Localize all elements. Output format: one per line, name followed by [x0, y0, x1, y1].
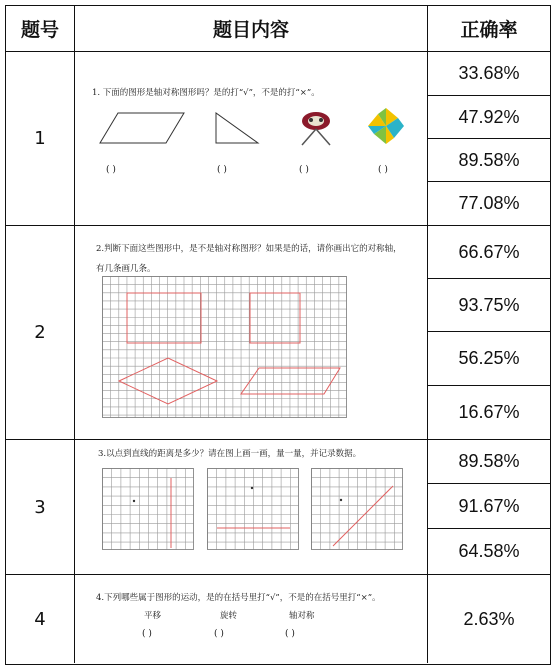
- rate-value: 64.58%: [458, 541, 520, 561]
- bird-figure: [302, 112, 330, 145]
- rate-value: 77.08%: [458, 193, 520, 213]
- point-dot: [251, 487, 253, 489]
- answer-parens[interactable]: ( ): [299, 165, 309, 175]
- header-content: 题目内容: [212, 19, 289, 41]
- data-table: [5, 5, 551, 665]
- row-number: 2: [34, 322, 46, 343]
- answer-parens[interactable]: ( ): [378, 165, 388, 175]
- rate-value: 33.68%: [458, 63, 520, 83]
- answer-parens[interactable]: ( ): [214, 629, 224, 639]
- question-1-figures: [76, 101, 426, 161]
- rate-value: 93.75%: [458, 294, 520, 315]
- question-text: 1. 下面的图形是轴对称图形吗？是的打“√”，不是的打“×”。: [92, 88, 320, 98]
- question-text: 有几条画几条。: [96, 264, 156, 274]
- option-label: 平移: [144, 611, 162, 621]
- rate-value: 2.63%: [463, 608, 515, 629]
- rate-value: 91.67%: [458, 495, 520, 516]
- grid-lines: [103, 469, 194, 550]
- question-text: 3.以点到直线的距离是多少？请在图上画一画，量一量，并记录数据。: [98, 449, 362, 459]
- row-number: 3: [34, 496, 46, 518]
- question-3-grid-c: [311, 468, 403, 550]
- rate-value: 66.67%: [458, 241, 520, 262]
- rate-value: 89.58%: [458, 149, 520, 170]
- option-label: 轴对称: [289, 611, 315, 621]
- answer-parens[interactable]: ( ): [217, 165, 227, 175]
- rate-value: 56.25%: [458, 348, 520, 368]
- triangle-figure: [216, 113, 258, 143]
- rate-value: 89.58%: [458, 451, 520, 471]
- pinwheel-figure: [368, 108, 404, 144]
- answer-parens[interactable]: ( ): [106, 165, 116, 175]
- diagonal-line: [333, 486, 393, 546]
- question-3-grid-b: [207, 468, 299, 550]
- question-2-grid: [102, 276, 347, 418]
- question-text: 4.下列哪些属于图形的运动，是的在括号里打“√”，不是的在括号里打“×”。: [96, 593, 381, 603]
- question-3-grid-a: [102, 468, 194, 550]
- rectangle-shape: [127, 293, 201, 343]
- grid-lines: [312, 469, 403, 550]
- rhombus-shape: [119, 358, 217, 404]
- row-number: 1: [34, 128, 46, 149]
- grid-lines: [208, 469, 299, 550]
- header-rate: 正确率: [460, 19, 518, 41]
- parallelogram-shape: [241, 368, 340, 394]
- parallelogram-figure: [100, 113, 184, 143]
- grid-lines: [103, 277, 347, 418]
- answer-parens[interactable]: ( ): [285, 629, 295, 639]
- rate-value: 47.92%: [458, 106, 520, 127]
- question-text: 2.判断下面这些图形中，是不是轴对称图形？如果是的话，请你画出它的对称轴，: [96, 244, 402, 254]
- header-number: 题号: [20, 19, 59, 41]
- option-label: 旋转: [220, 611, 238, 621]
- point-dot: [340, 499, 342, 501]
- point-dot: [133, 500, 135, 502]
- rate-value: 16.67%: [458, 402, 520, 422]
- row-number: 4: [34, 608, 46, 630]
- column-divider: [74, 6, 75, 663]
- answer-parens[interactable]: ( ): [142, 629, 152, 639]
